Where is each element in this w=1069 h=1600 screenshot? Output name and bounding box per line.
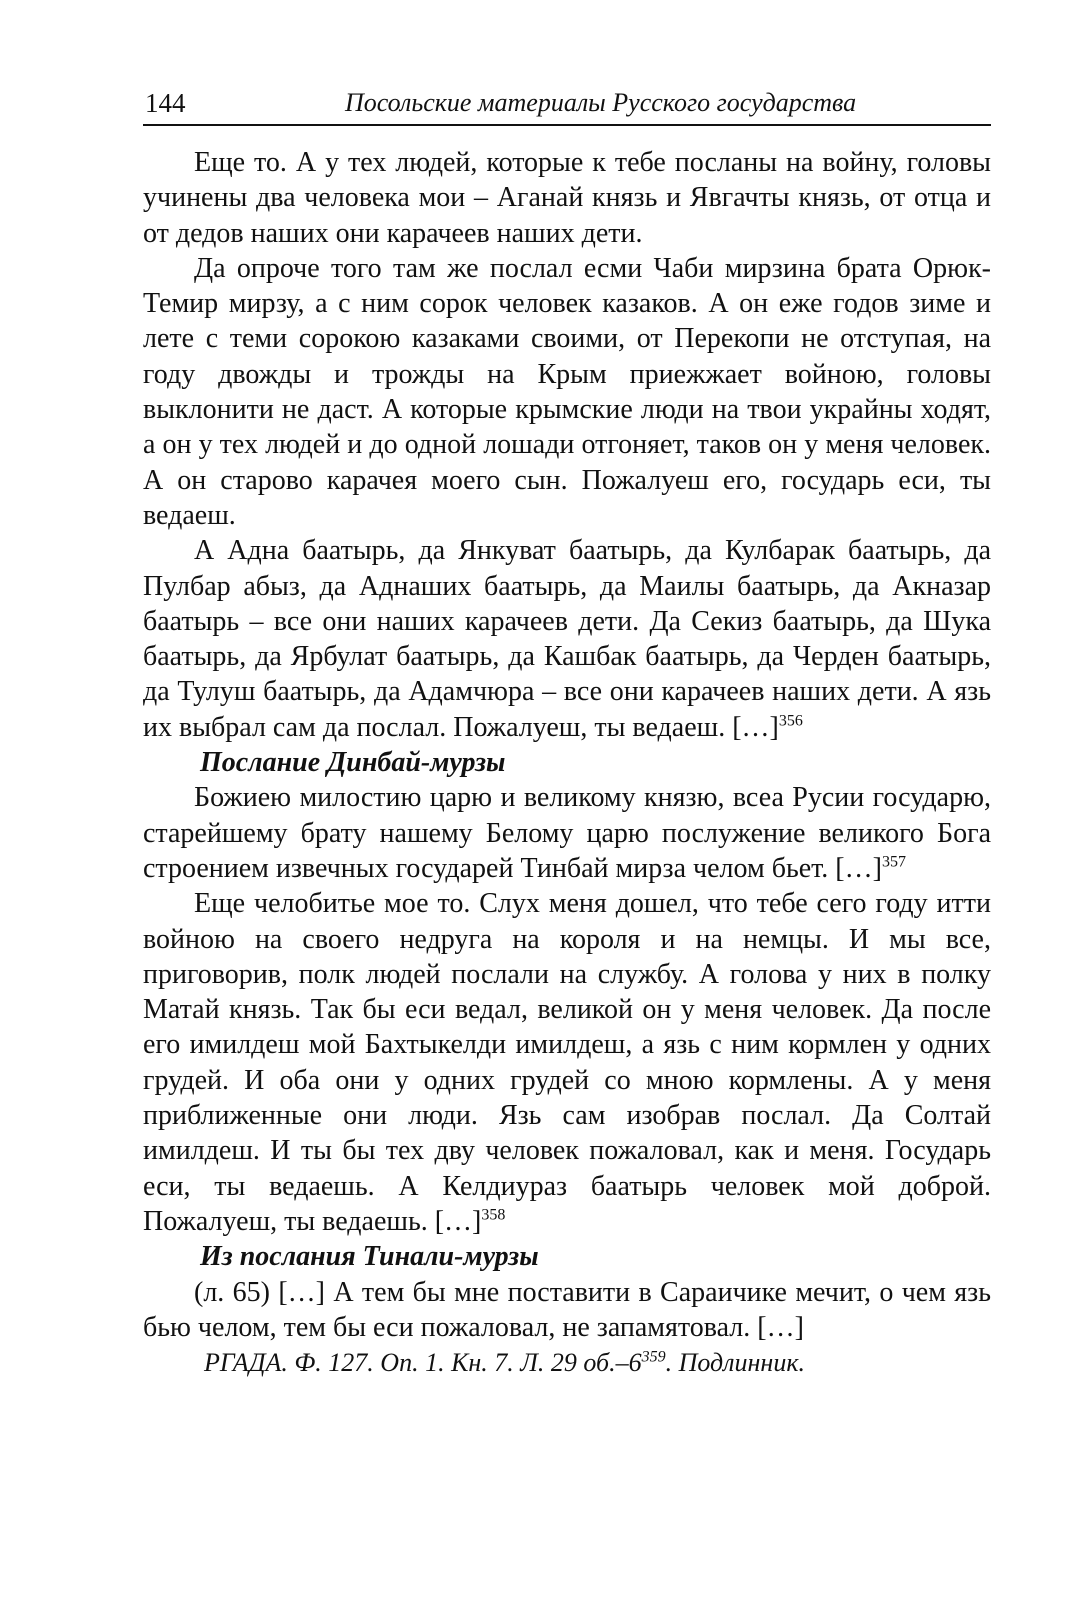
paragraph-text: Еще то. А у тех людей, которые к тебе посланы на войну, головы учинены два человека мои – Аганай князь и Явгачты князь, от отца и от дедов наших они карачеев наших дети. <box>143 147 991 249</box>
paragraph <box>143 251 991 533</box>
paragraph-text: Да опроче того там же послал есми Чаби мирзина брата Орюк-Темир мирзу, а с ним сорок человек казаков. А он еже годов зиме и лете с теми сорокою казаками своими, от Перекопи не отступая, на году двожды и трожды на Крым приежжает войною, головы выклонити не даст. А которые крымские люди на твои украйны ходят, а он у тех людей и до одной лошади отгоняет, таков он у меня человек. А он старово карачея моего сын. Пожалуеш его, государь еси, ты ведаеш. <box>143 252 991 531</box>
footnote-ref: 358 <box>481 1206 506 1224</box>
paragraph-text: (л. 65) […] А тем бы мне поставити в Сараичике мечит, о чем язь бью челом, тем бы еси пожаловал, не запамятовал. […] <box>143 1276 991 1343</box>
paragraph <box>143 1275 991 1346</box>
page-header <box>143 80 991 126</box>
paragraph <box>143 886 991 1239</box>
main-text <box>143 145 991 1381</box>
section-heading: Из послания Тинали-мурзы <box>200 1241 539 1273</box>
source-text: РГАДА. Ф. 127. Оп. 1. Кн. 7. Л. 29 об.–6 <box>204 1348 642 1378</box>
footnote-ref: 359 <box>641 1348 666 1366</box>
paragraph-text: Еще челобитье мое то. Слух меня дошел, что тебе сего году итти войною на своего недруга на короля и на немцы. И мы все, приговорив, полк людей послали на службу. А голова у них в полку Матай князь. Так бы еси ведал, великой он у меня человек. Да после его имилдеш мой Бахтыкелди имилдеш, а язь с ним кормлен у одних грудей. И оба они у одних грудей со мною кормлены. А у меня приближенные они люди. Язь сам изобрав послал. Да Солтай имилдеш. И ты бы тех дву человек пожаловал, как и меня. Государь еси, ты ведаешь. А Келдиураз баатырь человек мой доброй. Пожалуеш, ты ведаешь. […] <box>143 888 991 1237</box>
paragraph-text: Божиею милостию царю и великому князю, всеа Русии государю, старейшему брату нашему Белому царю послужение великого Бога строением извечных государей Тинбай мирза челом бьет. […] <box>143 782 991 884</box>
source-tail: . Подлинник. <box>665 1348 805 1378</box>
archive-source <box>143 1345 991 1381</box>
paragraph <box>143 145 991 251</box>
running-title: Посольские материалы Русского государства <box>345 88 857 117</box>
paragraph <box>143 780 991 886</box>
section-heading: Послание Динбай-мурзы <box>200 747 506 779</box>
page-number: 144 <box>145 88 186 118</box>
paragraph <box>143 533 991 745</box>
paragraph-text: А Адна баатырь, да Янкуват баатырь, да Кулбарак баатырь, да Пулбар абыз, да Аднаших баатырь, да Маилы баатырь, да Акназар баатырь – все они наших карачеев дети. Да Секиз баатырь, да Шука баатырь, да Ярбулат баатырь, да Кашбак баатырь, да Черден баатырь, да Тулуш баатырь, да Адамчюра – все они карачеев наших дети. А язь их выбрал сам да послал. Пожалуеш, ты ведаеш. […] <box>143 535 991 743</box>
footnote-ref: 357 <box>881 853 906 871</box>
footnote-ref: 356 <box>778 712 803 730</box>
